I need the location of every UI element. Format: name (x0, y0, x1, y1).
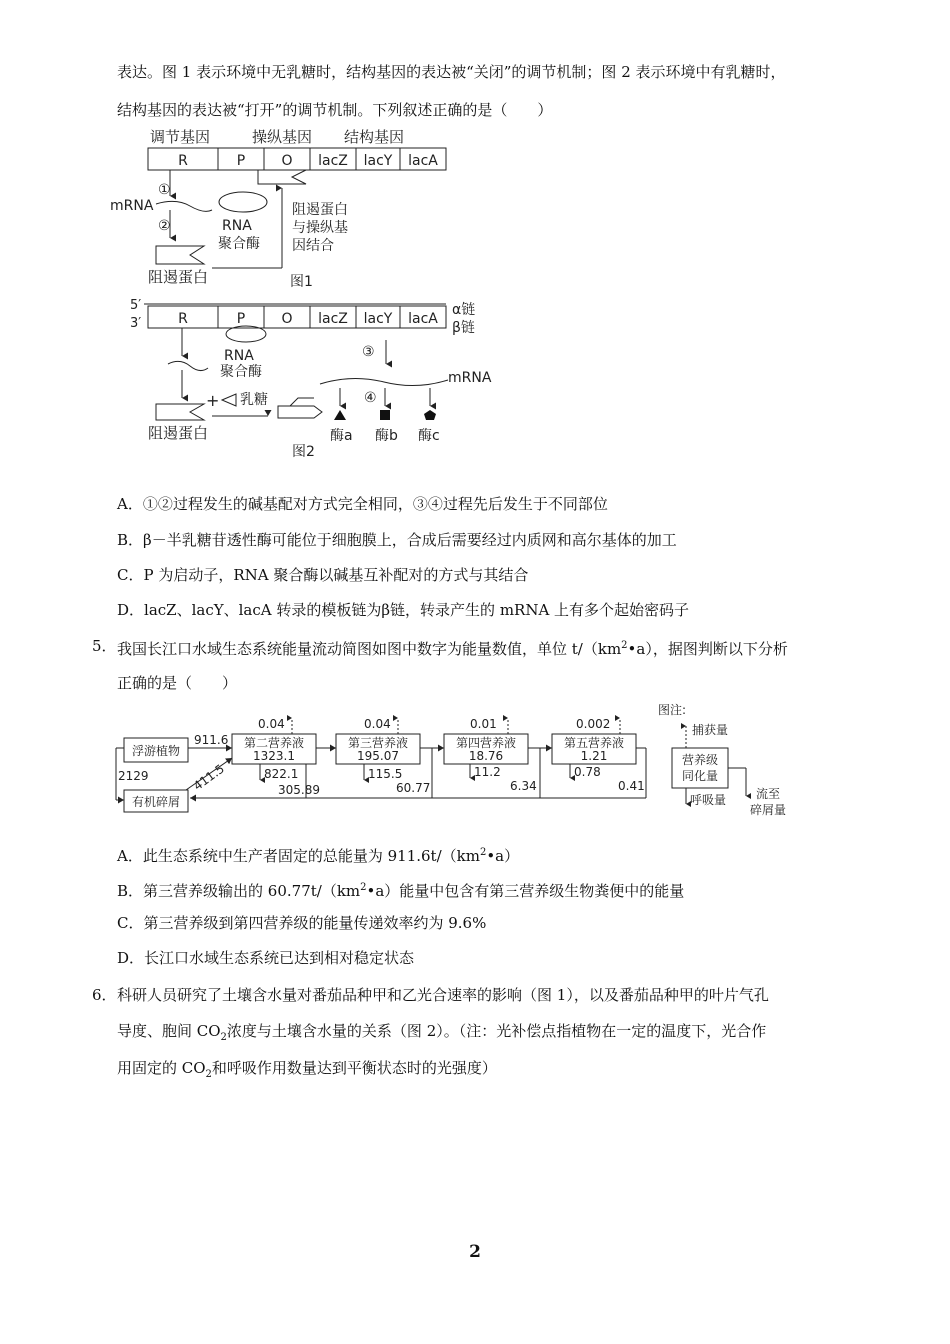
repressor-label: 阻遏蛋白 (148, 268, 209, 286)
plus-sign: + (206, 391, 220, 410)
t2-resp: 822.1 (264, 767, 299, 781)
enzyme-a-label: 酶a (330, 428, 353, 444)
enzyme-b-shape (380, 410, 390, 420)
q5-option-d[interactable]: D．长江口水域生态系统已达到相对稳定状态 (117, 949, 415, 967)
value-911: 911.6 (194, 733, 229, 747)
q5-number: 5． (92, 637, 117, 655)
t4-flow: 6.34 (510, 779, 537, 793)
t5-value: 1.21 (580, 749, 608, 763)
t2-flow: 305.89 (278, 783, 320, 797)
binding-note-2: 与操纵基 (292, 220, 348, 236)
t5-resp: 0.78 (574, 765, 601, 779)
value-2129: 2129 (118, 769, 149, 783)
legend-box-line-1: 营养级 (681, 753, 719, 767)
q6-line-3: 用固定的 $CO_2$和呼吸作用数量达到平衡状态时的光强度） (117, 1059, 497, 1080)
q4-option-a[interactable]: A．①②过程发生的碱基配对方式完全相同，③④过程先后发生于不同部位 (117, 495, 608, 513)
t5-flow: 0.41 (618, 779, 645, 793)
legend-flow-1: 流至 (756, 787, 781, 801)
gene-cell-o: O (281, 153, 293, 169)
enzyme-c-shape (424, 410, 436, 420)
q6-line-1: 科研人员研究了土壤含水量对番茄品种甲和乙光合速率的影响（图 1），以及番茄品种甲的叶片气孔 (117, 986, 769, 1004)
q5-stem-line-2: 正确的是（ ） (117, 674, 238, 692)
rna-polymerase-label-2: 聚合酶 (220, 364, 262, 380)
t5-catch: 0.002 (576, 717, 611, 731)
phytoplankton-label: 浮游植物 (131, 744, 181, 758)
gene-cell-lacz: lacZ (318, 153, 348, 169)
gene-cell-laca: lacA (408, 153, 438, 169)
step-2-marker: ② (158, 218, 171, 234)
rna-polymerase-label-1: RNA (222, 218, 252, 234)
gene-row-double-strand (144, 304, 446, 328)
t2-name: 第二营养液 (243, 736, 305, 750)
q5-option-b[interactable]: B．第三营养级输出的 $60.77t/(km^2•a)$能量中包含有第三营养级生物粪便中的能量 (117, 882, 685, 900)
rna-polymerase-label-1: RNA (224, 348, 254, 364)
mrna-strand (156, 201, 212, 211)
label-regulator-gene: 调节基因 (150, 128, 211, 146)
t3-resp: 115.5 (368, 767, 403, 781)
beta-strand-label: β链 (452, 320, 475, 336)
r-mrna-strand (168, 361, 208, 370)
structural-mrna-label: mRNA (448, 370, 492, 386)
step-3-marker: ③ (362, 344, 375, 360)
figure-2-lac-operon-on (100, 292, 510, 462)
repressor-shape (156, 404, 204, 420)
legend-box-line-2: 同化量 (681, 769, 719, 783)
legend-catch: 捕获量 (692, 723, 729, 737)
binding-note-3: 因结合 (292, 238, 334, 254)
t2-value: 1323.1 (253, 749, 295, 763)
mrna-label: mRNA (110, 198, 154, 214)
intro-line-2: 结构基因的表达被“打开”的调节机制。下列叙述正确的是（ ） (117, 101, 553, 119)
gene-cell-p: P (236, 153, 246, 169)
repressor-bound-shape (258, 170, 306, 184)
gene-cell-laca: lacA (408, 311, 438, 327)
step-1-marker: ① (158, 182, 171, 198)
figure-2-caption: 图2 (292, 444, 315, 460)
q4-option-b[interactable]: B．β－半乳糖苷透性酶可能位于细胞膜上，合成后需要经过内质网和高尔基体的加工 (117, 531, 677, 549)
gene-cell-p: P (236, 311, 246, 327)
figure-energy-flow (106, 698, 806, 824)
enzyme-c-label: 酶c (418, 428, 440, 444)
enzyme-a-shape (334, 410, 346, 420)
page-number: 2 (469, 1242, 481, 1262)
intro-line-1: 表达。图 1 表示环境中无乳糖时，结构基因的表达被“关闭”的调节机制；图 2 表示环境中有乳糖时， (117, 63, 786, 81)
t4-value: 18.76 (468, 749, 504, 763)
t5-name: 第五营养液 (563, 736, 625, 750)
enzyme-b-label: 酶b (375, 428, 398, 444)
t4-catch: 0.01 (470, 717, 497, 731)
binding-note-1: 阻遏蛋白 (292, 202, 348, 218)
gene-row (148, 148, 446, 170)
t2-catch: 0.04 (258, 717, 285, 731)
q4-option-c[interactable]: C．P 为启动子，RNA 聚合酶以碱基互补配对的方式与其结合 (117, 566, 529, 584)
gene-cell-r: R (178, 311, 188, 327)
t3-value: 195.07 (357, 749, 399, 763)
gene-cell-r: R (178, 153, 188, 169)
q6-line-2: 导度、胞间 $CO_2$浓度与土壤含水量的关系（图 2）。（注：光补偿点指植物在一定的温度下，光合作 (117, 1022, 767, 1043)
gene-cell-lacy: lacY (363, 311, 393, 327)
label-structural-gene: 结构基因 (344, 128, 405, 146)
label-operator-gene: 操纵基因 (252, 128, 313, 146)
structural-mrna-strand (320, 378, 448, 385)
value-411: 411.5 (190, 761, 227, 794)
gene-cell-o: O (281, 311, 293, 327)
lactose-shape (222, 394, 236, 406)
step-4-marker: ④ (364, 390, 377, 406)
legend-resp: 呼吸量 (690, 793, 727, 807)
detritus-label: 有机碎屑 (131, 795, 181, 809)
q4-option-d[interactable]: D．lacZ、lacY、lacA 转录的模板链为β链，转录产生的 mRNA 上有多个起始密码子 (117, 601, 690, 619)
legend-title: 图注: (658, 703, 687, 717)
q5-option-a[interactable]: A．此生态系统中生产者固定的总能量为 $911.6t/(km^2•a)$ (117, 847, 520, 865)
rna-polymerase-shape (219, 192, 267, 212)
figure-1-lac-operon-off (100, 126, 460, 290)
three-prime-label: 3′ (130, 316, 142, 331)
repressor-label: 阻遏蛋白 (148, 424, 209, 442)
alpha-strand-label: α链 (452, 302, 476, 318)
q6-number: 6． (92, 986, 117, 1004)
t4-name: 第四营养液 (455, 736, 517, 750)
q5-option-c[interactable]: C．第三营养级到第四营养级的能量传递效率约为 9.6% (117, 914, 487, 932)
t3-name: 第三营养液 (347, 736, 409, 750)
gene-cell-lacy: lacY (363, 153, 393, 169)
t4-resp: 11.2 (474, 765, 501, 779)
figure-1-caption: 图1 (290, 274, 313, 290)
legend-flow-2: 碎屑量 (750, 803, 787, 817)
rna-polymerase-label-2: 聚合酶 (218, 236, 260, 252)
t3-flow: 60.77 (396, 781, 431, 795)
repressor-shape (156, 246, 204, 264)
repressor-lactose-complex (278, 398, 322, 418)
q5-stem-line-1: 我国长江口水域生态系统能量流动简图如图中数字为能量数值，单位 $t/(km^2•a)$，据图判断以下分析 (117, 640, 788, 658)
lactose-label: 乳糖 (240, 392, 268, 408)
t3-catch: 0.04 (364, 717, 391, 731)
five-prime-label: 5′ (130, 298, 142, 313)
gene-cell-lacz: lacZ (318, 311, 348, 327)
